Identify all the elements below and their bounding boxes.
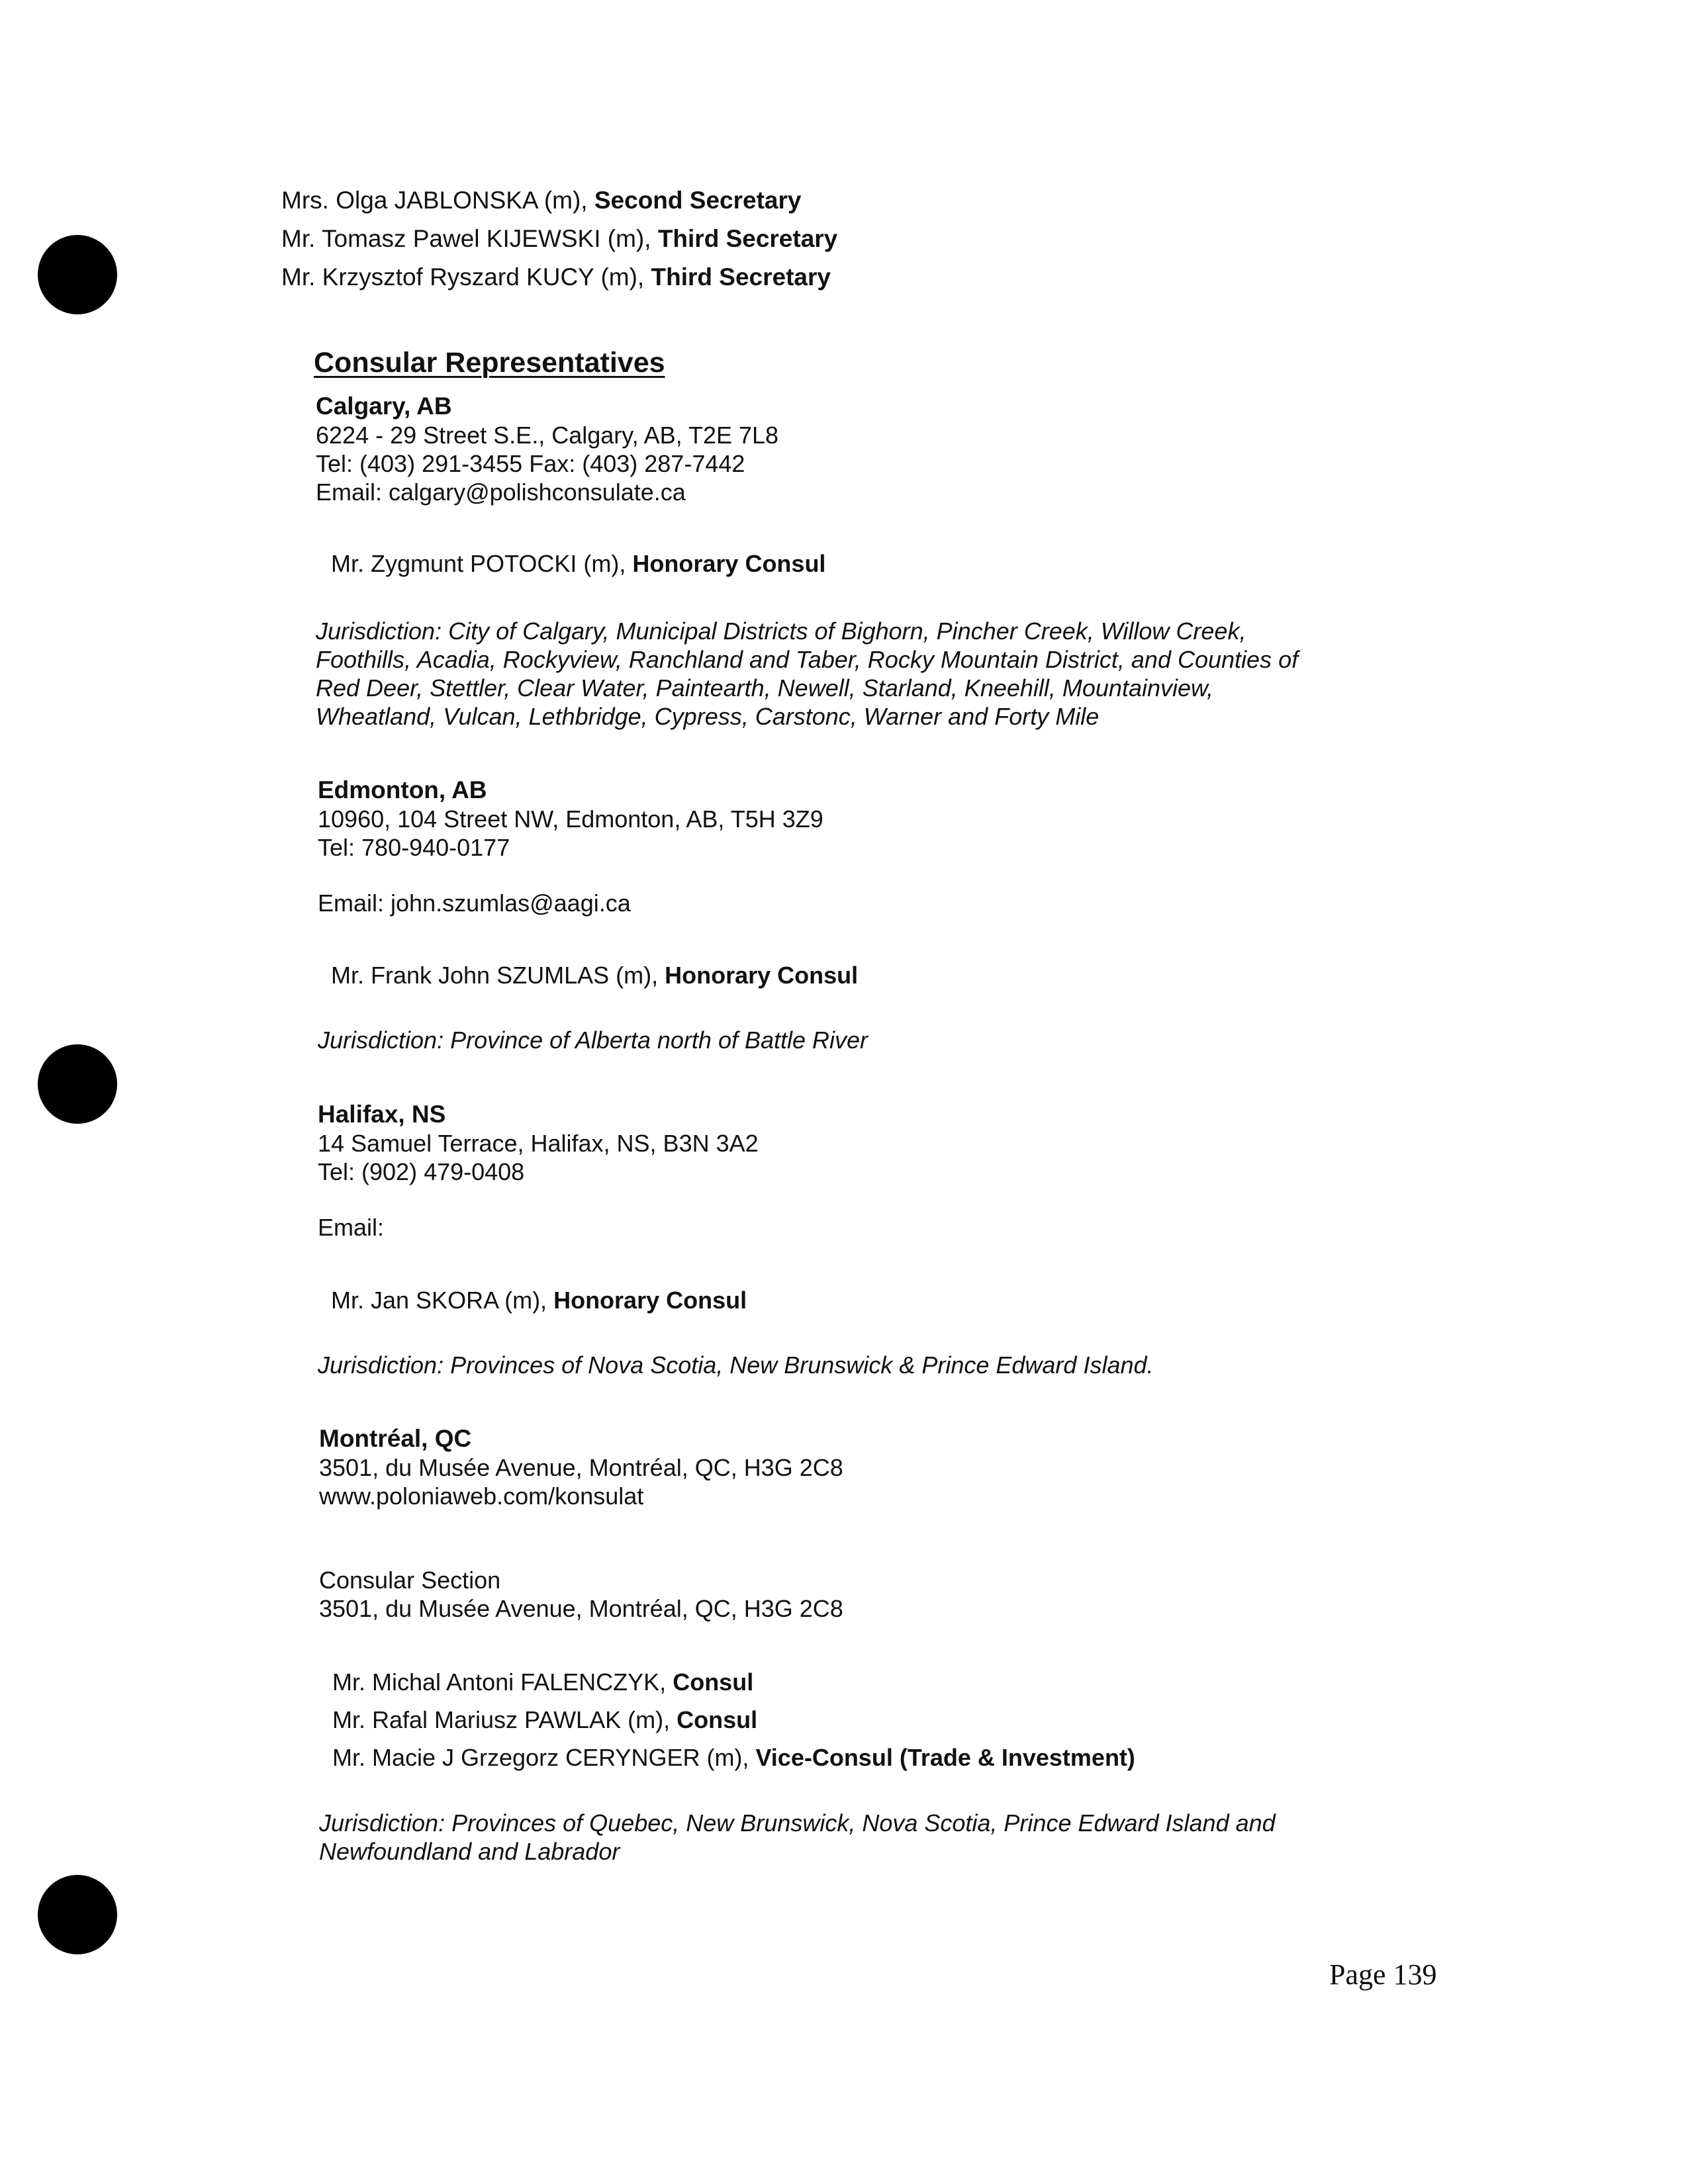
officer-name: Mr. Macie J Grzegorz CERYNGER (m), bbox=[332, 1744, 749, 1771]
officer-title: Honorary Consul bbox=[632, 550, 826, 577]
edmonton-address: 10960, 104 Street NW, Edmonton, AB, T5H 3Z9 bbox=[318, 805, 823, 833]
halifax-city: Halifax, NS bbox=[318, 1101, 446, 1128]
montreal-officer bbox=[332, 1706, 757, 1735]
staff-line bbox=[281, 224, 837, 253]
calgary-jurisdiction-line: Wheatland, Vulcan, Lethbridge, Cypress, Carstonc, Warner and Forty Mile bbox=[316, 703, 1100, 730]
calgary-officer bbox=[331, 549, 825, 578]
edmonton-email: Email: john.szumlas@aagi.ca bbox=[318, 889, 631, 917]
officer-name: Mr. Zygmunt POTOCKI (m), bbox=[331, 550, 626, 577]
montreal-section: Consular Section bbox=[319, 1567, 501, 1594]
staff-title: Third Secretary bbox=[657, 225, 838, 252]
punch-hole-bottom bbox=[38, 1875, 117, 1954]
officer-title: Honorary Consul bbox=[553, 1287, 747, 1314]
officer-name: Mr. Rafal Mariusz PAWLAK (m), bbox=[332, 1706, 671, 1733]
staff-name: Mr. Krzysztof Ryszard KUCY (m), bbox=[281, 263, 645, 291]
calgary-city: Calgary, AB bbox=[316, 392, 452, 420]
halifax-email: Email: bbox=[318, 1214, 385, 1241]
calgary-jurisdiction-line: Foothills, Acadia, Rockyview, Ranchland and Taber, Rocky Mountain District, and Counties of bbox=[316, 646, 1299, 673]
officer-title: Honorary Consul bbox=[665, 962, 859, 989]
halifax-officer bbox=[331, 1286, 747, 1315]
halifax-address: 14 Samuel Terrace, Halifax, NS, B3N 3A2 bbox=[318, 1130, 759, 1157]
section-title: Consular Representatives bbox=[314, 347, 665, 379]
montreal-jurisdiction-line: Newfoundland and Labrador bbox=[319, 1838, 620, 1865]
montreal-jurisdiction-line: Jurisdiction: Provinces of Quebec, New Brunswick, Nova Scotia, Prince Edward Island and bbox=[319, 1809, 1276, 1837]
montreal-address: 3501, du Musée Avenue, Montréal, QC, H3G 2C8 bbox=[319, 1454, 843, 1481]
halifax-tel: Tel: (902) 479-0408 bbox=[318, 1158, 525, 1185]
calgary-email: Email: calgary@polishconsulate.ca bbox=[316, 478, 686, 506]
officer-name: Mr. Frank John SZUMLAS (m), bbox=[331, 962, 659, 989]
officer-title: Consul bbox=[677, 1706, 758, 1733]
edmonton-tel: Tel: 780-940-0177 bbox=[318, 834, 510, 861]
officer-title: Consul bbox=[673, 1668, 754, 1696]
calgary-address: 6224 - 29 Street S.E., Calgary, AB, T2E 7L8 bbox=[316, 422, 779, 449]
montreal-section-address: 3501, du Musée Avenue, Montréal, QC, H3G 2C8 bbox=[319, 1595, 843, 1622]
page-number: Page 139 bbox=[1329, 1958, 1437, 1991]
edmonton-city: Edmonton, AB bbox=[318, 776, 487, 803]
staff-title: Third Secretary bbox=[651, 263, 831, 291]
staff-name: Mr. Tomasz Pawel KIJEWSKI (m), bbox=[281, 225, 651, 252]
halifax-jurisdiction: Jurisdiction: Provinces of Nova Scotia, New Brunswick & Prince Edward Island. bbox=[318, 1351, 1154, 1379]
officer-title: Vice-Consul (Trade & Investment) bbox=[755, 1744, 1135, 1771]
edmonton-jurisdiction: Jurisdiction: Province of Alberta north of Battle River bbox=[318, 1026, 868, 1054]
staff-name: Mrs. Olga JABLONSKA (m), bbox=[281, 187, 588, 214]
montreal-city: Montréal, QC bbox=[319, 1425, 472, 1452]
punch-hole-middle bbox=[38, 1044, 117, 1124]
staff-title: Second Secretary bbox=[594, 187, 802, 214]
montreal-web: www.poloniaweb.com/konsulat bbox=[319, 1482, 644, 1510]
calgary-jurisdiction-line: Jurisdiction: City of Calgary, Municipal Districts of Bighorn, Pincher Creek, Willow Creek, bbox=[316, 617, 1246, 645]
punch-hole-top bbox=[38, 235, 117, 314]
officer-name: Mr. Jan SKORA (m), bbox=[331, 1287, 547, 1314]
staff-line bbox=[281, 186, 801, 215]
officer-name: Mr. Michal Antoni FALENCZYK, bbox=[332, 1668, 667, 1696]
calgary-jurisdiction-line: Red Deer, Stettler, Clear Water, Paintearth, Newell, Starland, Kneehill, Mountainview, bbox=[316, 674, 1214, 702]
staff-line bbox=[281, 263, 831, 292]
montreal-officer bbox=[332, 1743, 1135, 1772]
edmonton-officer bbox=[331, 961, 858, 990]
calgary-tel: Tel: (403) 291-3455 Fax: (403) 287-7442 bbox=[316, 450, 745, 477]
montreal-officer bbox=[332, 1668, 753, 1697]
